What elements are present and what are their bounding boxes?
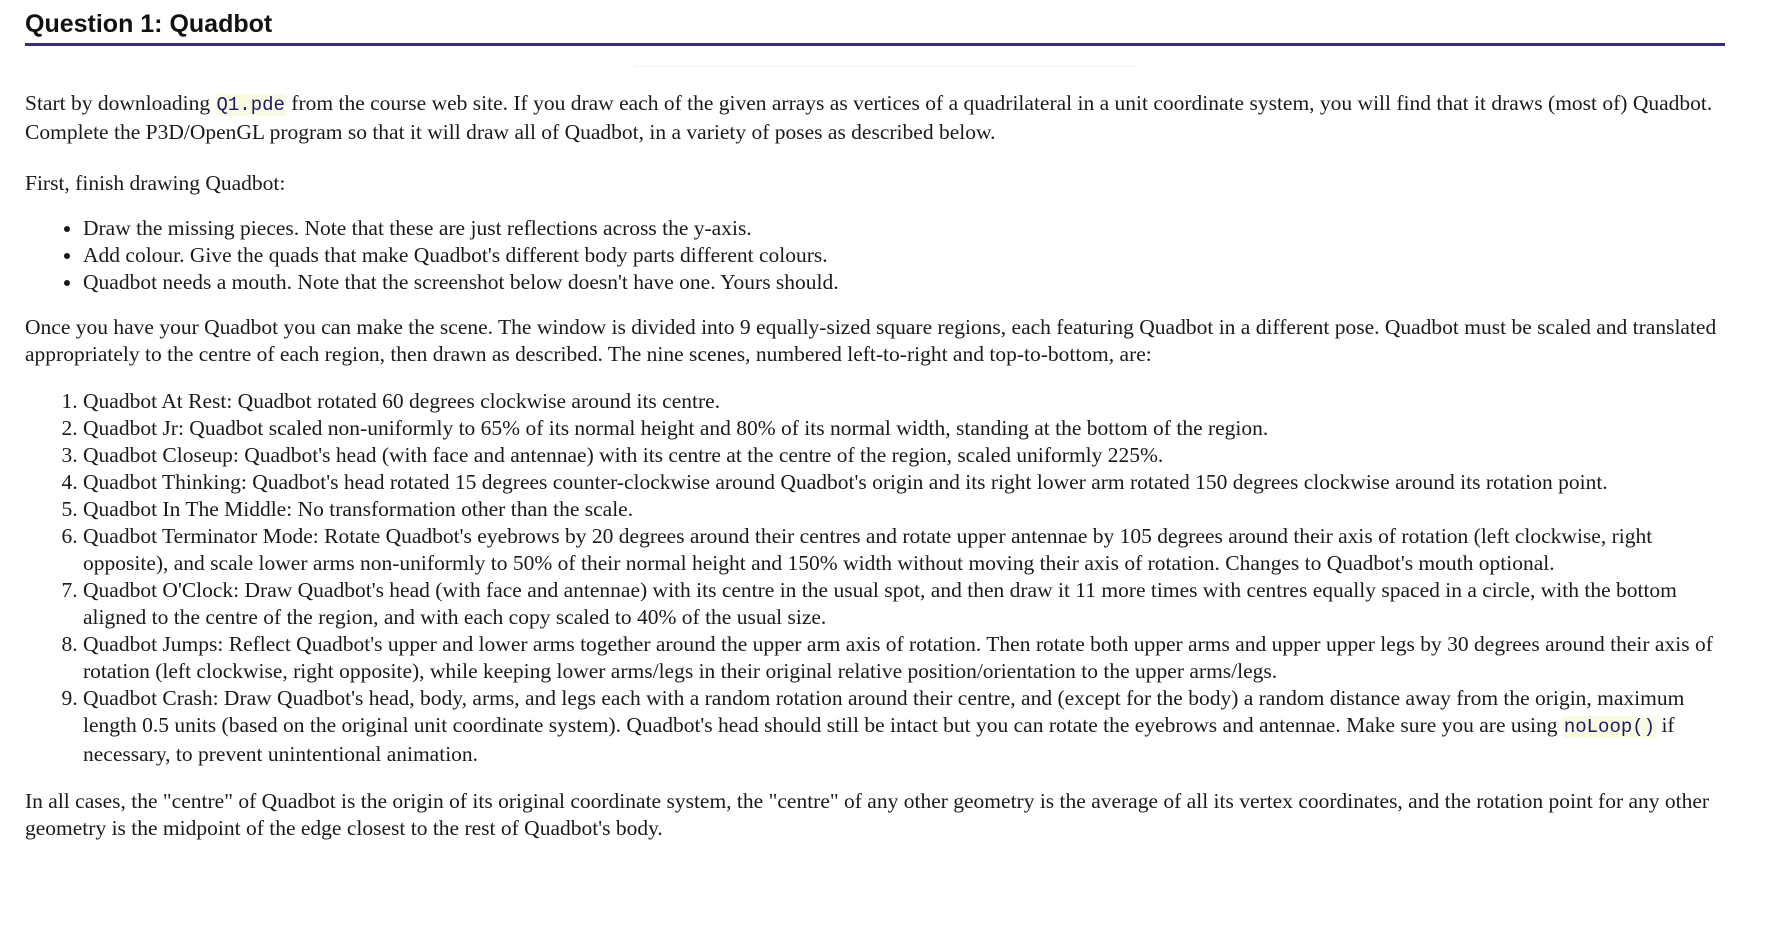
list-item: • Draw the missing pieces. Note that these are just reflections across the y-axis. xyxy=(83,215,1725,242)
assignment-page xyxy=(25,6,1725,842)
scene9-text-end: if necessary, to prevent unintentional animation. xyxy=(83,713,1675,766)
list-item: • Quadbot needs a mouth. Note that the screenshot below doesn't have one. Yours should. xyxy=(83,269,1725,296)
list-item: 4. Quadbot Thinking: Quadbot's head rotated 15 degrees counter-clockwise around Quadbot's origin and its right lower arm rotated 150 degrees clockwise around its rotation point. xyxy=(83,469,1725,496)
todo-list xyxy=(25,215,1725,296)
all-cases-paragraph: In all cases, the "centre" of Quadbot is the origin of its original coordinate system, the "centre" of any other geometry is the average of all its vertex coordinates, and the rotation point for any other geometry is the midpoint of the edge closest to the rest of Quadbot's body. xyxy=(25,789,1710,840)
list-item: 5. Quadbot In The Middle: No transformation other than the scale. xyxy=(83,496,1725,523)
scene-intro-paragraph: Once you have your Quadbot you can make the scene. The window is divided into 9 equally-sized square regions, each featuring Quadbot in a different pose. Quadbot must be scaled and translated appropriately to the centre of each region, then drawn as described. The nine scenes, numbered left-to-right and top-to-bottom, are: xyxy=(25,315,1717,366)
list-item: 1. Quadbot At Rest: Quadbot rotated 60 degrees clockwise around its centre. xyxy=(83,388,1725,415)
list-item: 6. Quadbot Terminator Mode: Rotate Quadbot's eyebrows by 20 degrees around their centres and rotate upper antennae by 105 degrees around their axis of rotation (left clockwise, right opposite), and scale lower arms non-uniformly to 50% of their normal height and 150% width without moving their axis of rotation. Changes to Quadbot's mouth optional. xyxy=(83,523,1725,577)
list-item: • Add colour. Give the quads that make Quadbot's different body parts different colours. xyxy=(83,242,1725,269)
list-item: 3. Quadbot Closeup: Quadbot's head (with face and antennae) with its centre at the centre of the region, scaled uniformly 225%. xyxy=(83,442,1725,469)
noloop-code: noLoop() xyxy=(1563,716,1656,738)
list-item: 2. Quadbot Jr: Quadbot scaled non-uniformly to 65% of its normal height and 80% of its normal width, standing at the bottom of the region. xyxy=(83,415,1725,442)
list-item: 8. Quadbot Jumps: Reflect Quadbot's upper and lower arms together around the upper arm axis of rotation. Then rotate both upper arms and upper upper legs by 30 degrees around their axis of rotation (left clockwise, right opposite), while keeping lower arms/legs in their original relative position/orientation to the upper arms/legs. xyxy=(83,631,1725,685)
list-item: 7. Quadbot O'Clock: Draw Quadbot's head (with face and antennae) with its centre in the usual spot, and then draw it 11 more times with centres equally spaced in a circle, with the bottom aligned to the centre of the region, and with each copy scaled to 40% of the usual size. xyxy=(83,577,1725,631)
list-item xyxy=(83,685,1725,768)
intro-paragraph xyxy=(25,90,1725,146)
faint-artifact xyxy=(25,46,1725,90)
scene-list xyxy=(25,388,1725,768)
page-title: Question 1: Quadbot xyxy=(25,6,1725,46)
intro-text-end: from the course web site. If you draw each of the given arrays as vertices of a quadrilateral in a unit coordinate system, you will find that it draws (most of) Quadbot. Complete the P3D/OpenGL program so that it will draw all of Quadbot, in a variety of poses as described below. xyxy=(25,91,1713,144)
intro-text-start: Start by downloading xyxy=(25,91,216,115)
scene9-text-start: Quadbot Crash: Draw Quadbot's head, body, arms, and legs each with a random rotation around their centre, and (except for the body) a random distance away from the origin, maximum length 0.5 units (based on the original unit coordinate system). Quadbot's head should still be intact but you can rotate the eyebrows and antennae. Make sure you are using xyxy=(83,686,1685,737)
filename-code: Q1.pde xyxy=(216,94,285,116)
first-instruction: First, finish drawing Quadbot: xyxy=(25,171,286,195)
